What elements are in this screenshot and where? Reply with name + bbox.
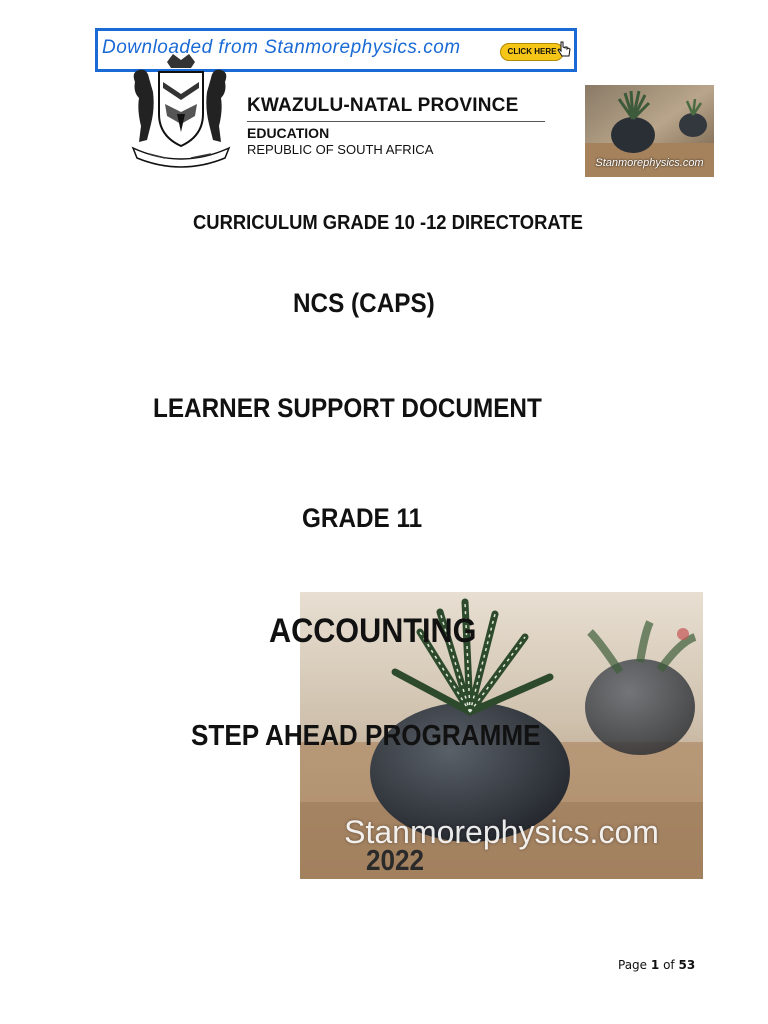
header-divider: [247, 121, 545, 122]
department-label: EDUCATION: [247, 125, 330, 141]
pointer-hand-icon: [556, 41, 572, 64]
directorate-title: CURRICULUM GRADE 10 -12 DIRECTORATE: [193, 212, 583, 234]
page-number: [618, 958, 695, 972]
document-type-title: LEARNER SUPPORT DOCUMENT: [153, 393, 542, 423]
page-current: 1: [650, 958, 660, 972]
curriculum-title: NCS (CAPS): [293, 288, 435, 318]
subject-title: ACCOUNTING: [269, 612, 477, 650]
cover-photo-watermark: Stanmorephysics.com: [344, 814, 659, 850]
grade-title: GRADE 11: [302, 503, 423, 533]
province-title: KWAZULU-NATAL PROVINCE: [247, 95, 519, 116]
header-photo: [585, 85, 714, 177]
page-total: 53: [678, 958, 696, 972]
click-here-button[interactable]: CLICK HERE: [500, 43, 564, 61]
year-title: 2022: [366, 845, 425, 877]
programme-title: STEP AHEAD PROGRAMME: [191, 720, 541, 752]
download-banner-text[interactable]: Downloaded from Stanmorephysics.com: [102, 37, 461, 58]
coat-of-arms-logo: [125, 52, 237, 170]
header-photo-caption: Stanmorephysics.com: [595, 157, 704, 169]
country-label: REPUBLIC OF SOUTH AFRICA: [247, 142, 434, 157]
page-of: of: [663, 958, 675, 972]
page-label: Page: [618, 958, 648, 972]
